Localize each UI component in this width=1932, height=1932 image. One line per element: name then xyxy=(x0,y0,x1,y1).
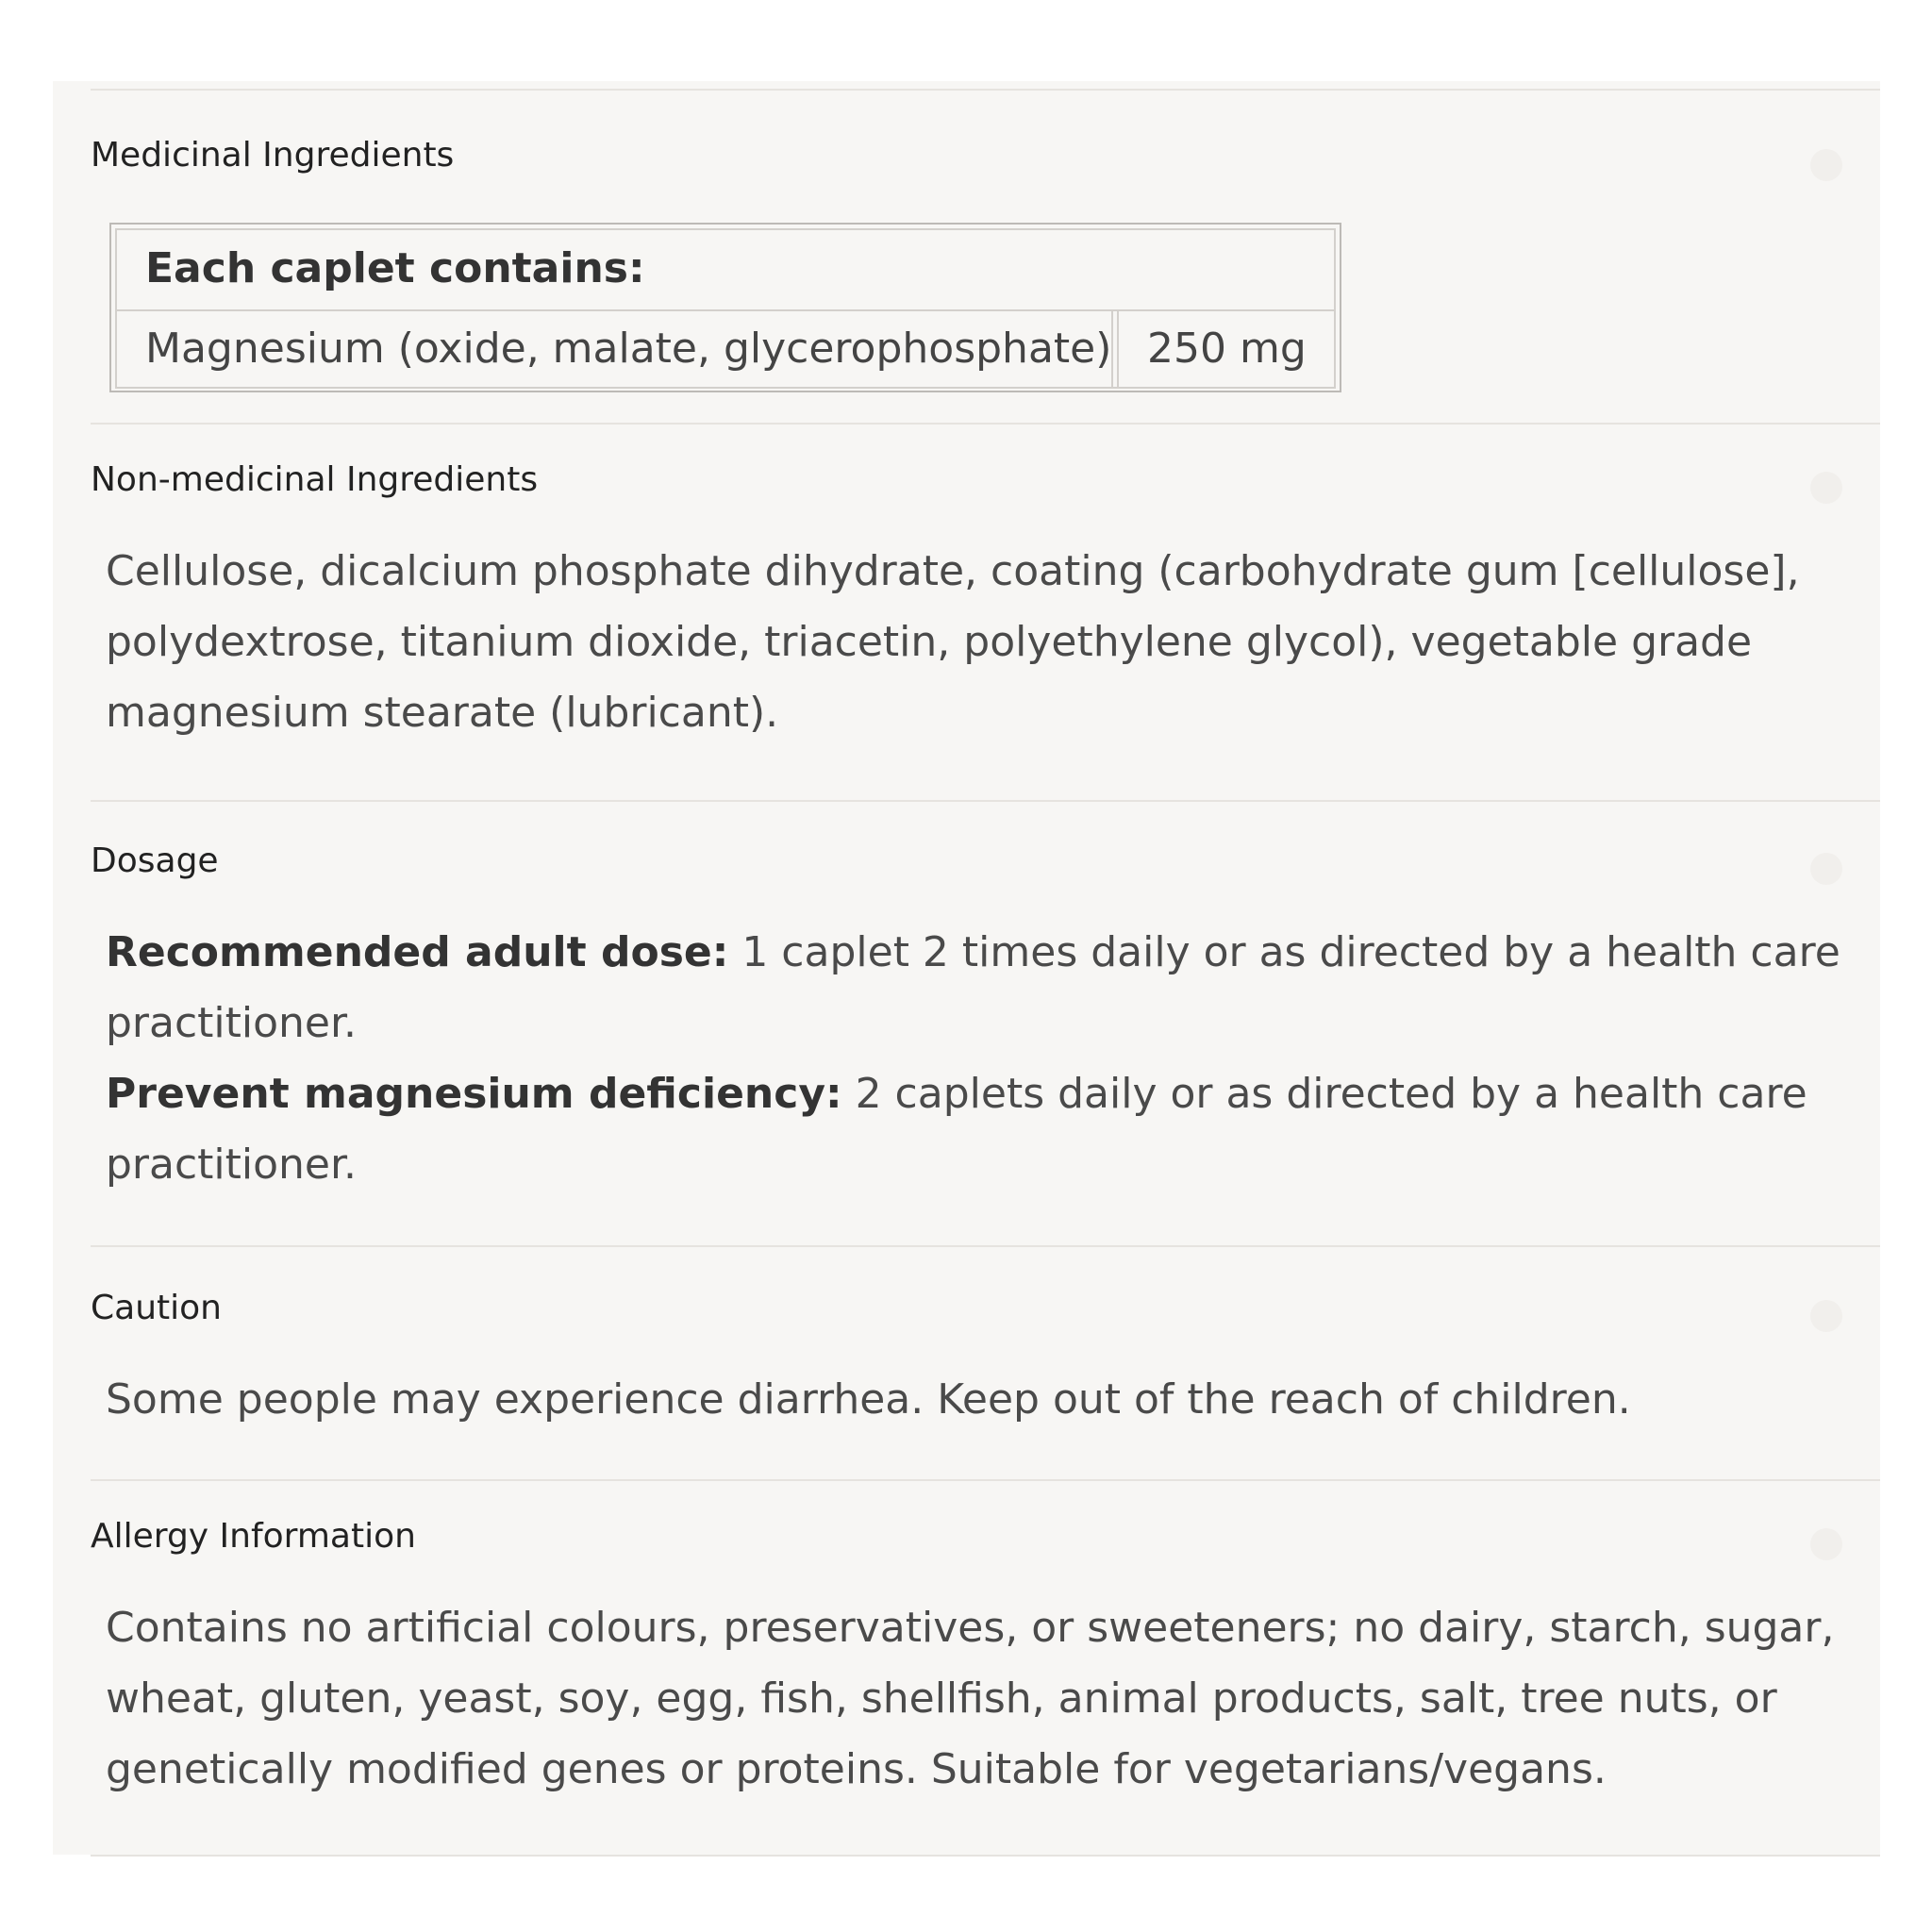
dosage-text xyxy=(106,917,1841,1200)
section-title-allergy-information[interactable]: Allergy Information xyxy=(91,1517,416,1556)
accordion-toggle-icon[interactable] xyxy=(1810,853,1842,885)
accordion-toggle-icon[interactable] xyxy=(1810,1300,1842,1332)
section-title-dosage[interactable]: Dosage xyxy=(91,841,219,880)
dosage-item xyxy=(106,917,1841,1058)
accordion-toggle-icon[interactable] xyxy=(1810,1528,1842,1560)
section-title-non-medicinal-ingredients[interactable]: Non-medicinal Ingredients xyxy=(91,460,539,499)
section-title-medicinal-ingredients[interactable]: Medicinal Ingredients xyxy=(91,136,455,175)
dosage-instruction: 1 caplet 2 times daily or as directed by a health care practitioner. xyxy=(106,928,1840,1047)
product-details-panel xyxy=(53,81,1880,1855)
dosage-label: Recommended adult dose: xyxy=(106,928,729,976)
table-cell-ingredient: Magnesium (oxide, malate, glycerophosphate) xyxy=(117,311,1113,387)
table-cell-amount: 250 mg xyxy=(1117,311,1334,387)
section-non-medicinal-ingredients xyxy=(91,423,1880,800)
table-header-row xyxy=(115,228,1336,309)
non-medicinal-ingredients-text: Cellulose, dicalcium phosphate dihydrate, coating (carbohydrate gum [cellulose], polydextrose, titanium dioxide, triacetin, polyethylene glycol), vegetable grade magnesium stearate (lubricant). xyxy=(106,547,1800,737)
accordion-toggle-icon[interactable] xyxy=(1810,149,1842,181)
dosage-item xyxy=(106,1058,1841,1200)
caution-text: Some people may experience diarrhea. Keep out of the reach of children. xyxy=(106,1375,1631,1424)
medicinal-ingredients-table xyxy=(109,223,1341,392)
table-row xyxy=(115,309,1336,389)
section-allergy-information xyxy=(91,1479,1880,1857)
section-title-caution[interactable]: Caution xyxy=(91,1289,222,1327)
section-medicinal-ingredients xyxy=(91,89,1880,423)
allergy-information-text: Contains no artificial colours, preservatives, or sweeteners; no dairy, starch, sugar, wheat, gluten, yeast, soy, egg, fish, shellfish, animal products, salt, tree nuts, or genetically modified genes or proteins. Suitable for vegetarians/vegans. xyxy=(106,1604,1835,1793)
section-caution xyxy=(91,1245,1880,1479)
section-dosage xyxy=(91,800,1880,1245)
dosage-instruction: 2 caplets daily or as directed by a health care practitioner. xyxy=(106,1070,1807,1189)
accordion-toggle-icon[interactable] xyxy=(1810,472,1842,504)
dosage-label: Prevent magnesium deficiency: xyxy=(106,1070,842,1118)
table-header-cell: Each caplet contains: xyxy=(145,244,645,292)
